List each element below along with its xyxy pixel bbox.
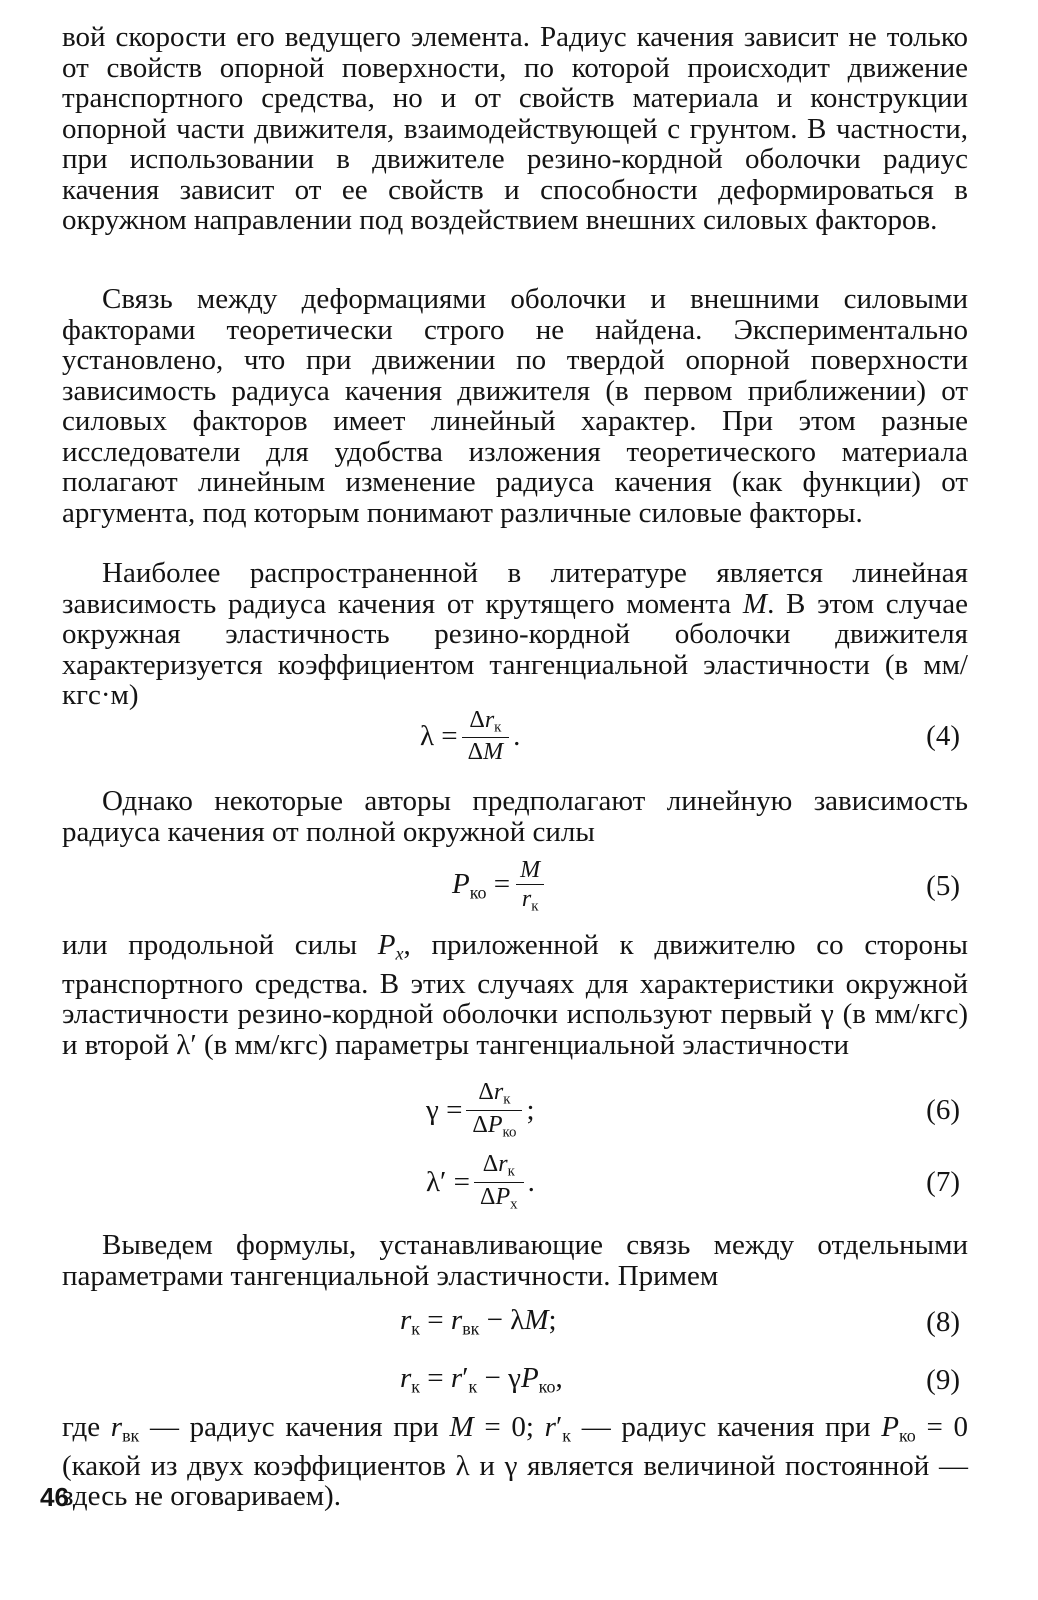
equation-6-formula: γ = $\frac{\Delta r_к}{\Delta P_{ко}}$ ; — [426, 1079, 535, 1140]
equation-4-formula: λ = $\frac{\Delta r_к}{\Delta M}$ . — [420, 706, 521, 766]
equation-7 — [62, 1152, 968, 1212]
equation-number-8: (8) — [926, 1305, 960, 1338]
symbol-M-2: M — [449, 1411, 474, 1443]
paragraph-7-text-e: = 0 (какой из двух коэффициентов λ и γ является величиной постоянной — здесь не оговариваем). — [62, 1411, 968, 1513]
equation-number-4: (4) — [926, 719, 960, 752]
equation-number-9: (9) — [926, 1363, 960, 1396]
equation-8-formula: $r_к = r_{вк} - \lambda M$; — [400, 1304, 557, 1339]
paragraph-6-text: Выведем формулы, устанавливающие связь между отдельными параметрами тангенциальной эластичности. Примем — [62, 1229, 968, 1292]
paragraph-1 — [62, 22, 968, 236]
equation-4 — [62, 706, 968, 766]
equation-number-7: (7) — [926, 1165, 960, 1198]
paragraph-7-text-b: — радиус качения при — [139, 1411, 450, 1443]
equation-7-formula: λ′ = $\frac{\Delta r_к}{\Delta P_x}$ . — [426, 1151, 535, 1212]
paragraph-2-text: Связь между деформациями оболочки и внешними силовыми факторами теоретически строго не найдена. Экспериментально установлено, что при движении по твердой опорной поверхности зависимость радиуса качения движителя (в первом приближении) от силовых факторов имеет линейный характер. При этом разные исследователи для удобства изложения теоретического материала полагают линейным изменение радиуса качения (как функции) от аргумента, под которым понимают различные силовые факторы. — [62, 283, 968, 529]
equation-8 — [62, 1292, 968, 1352]
symbol-rk-prime: $r'_к$ — [544, 1411, 572, 1446]
paragraph-6 — [62, 1230, 968, 1291]
paragraph-4 — [62, 786, 968, 847]
equation-5-formula: $P_{ко}$ = $\frac{M}{r_к}$ — [452, 856, 550, 916]
paragraph-7-text-a: где — [62, 1411, 111, 1443]
paragraph-4-text: Однако некоторые авторы предполагают линейную зависимость радиуса качения от полной окружной силы — [62, 785, 968, 848]
paragraph-7 — [62, 1412, 968, 1512]
paragraph-1-text: вой скорости его ведущего элемента. Радиус качения зависит не только от свойств опорной поверхности, по которой происходит движение транспортного средства, но и от свойств материала и конструкции опорной части движителя, взаимодействующей с грунтом. В частности, при использовании в движителе резино-кордной оболочки радиус качения зависит от ее свойств и способности деформироваться в окружном направлении под воздействием внешних силовых факторов. — [62, 21, 968, 236]
page-number: 46 — [40, 1482, 69, 1512]
paragraph-7-text-c: = 0; — [473, 1411, 545, 1443]
paragraph-5-text-a: или продольной силы — [62, 929, 378, 961]
equation-9-formula: $r_к = r'_к - \gamma P_{ко}$, — [400, 1362, 563, 1397]
paragraph-2 — [62, 284, 968, 528]
equation-5 — [62, 856, 968, 916]
paragraph-5-text-b: , приложенной к движителю со стороны транспортного средства. В этих случаях для характеристики окружной эластичности резино-кордной оболочки используют первый γ (в мм/кгс) и второй λ′ (в мм/кгс) параметры тангенциальной эластичности — [62, 929, 968, 1061]
paragraph-3-text-b: . В этом случае окружная эластичность резино-кордной оболочки движителя характеризуется коэффициентом тангенциальной эластичности (в мм/кгс·м) — [62, 587, 968, 711]
paragraph-5 — [62, 930, 968, 1060]
paragraph-3-text-a: Наиболее распространенной в литературе является линейная зависимость радиуса качения от крутящего момента — [62, 557, 968, 620]
symbol-M: M — [742, 587, 768, 620]
equation-number-6: (6) — [926, 1093, 960, 1126]
symbol-rvk: $r_{вк}$ — [110, 1411, 140, 1446]
paragraph-3 — [62, 558, 968, 711]
equation-number-5: (5) — [926, 869, 960, 902]
symbol-Pko: $P_{ко}$ — [881, 1411, 916, 1446]
equation-9 — [62, 1350, 968, 1410]
paragraph-7-text-d: — радиус качения при — [571, 1411, 882, 1443]
symbol-Px: $P_x$ — [377, 929, 404, 964]
equation-6 — [62, 1080, 968, 1140]
